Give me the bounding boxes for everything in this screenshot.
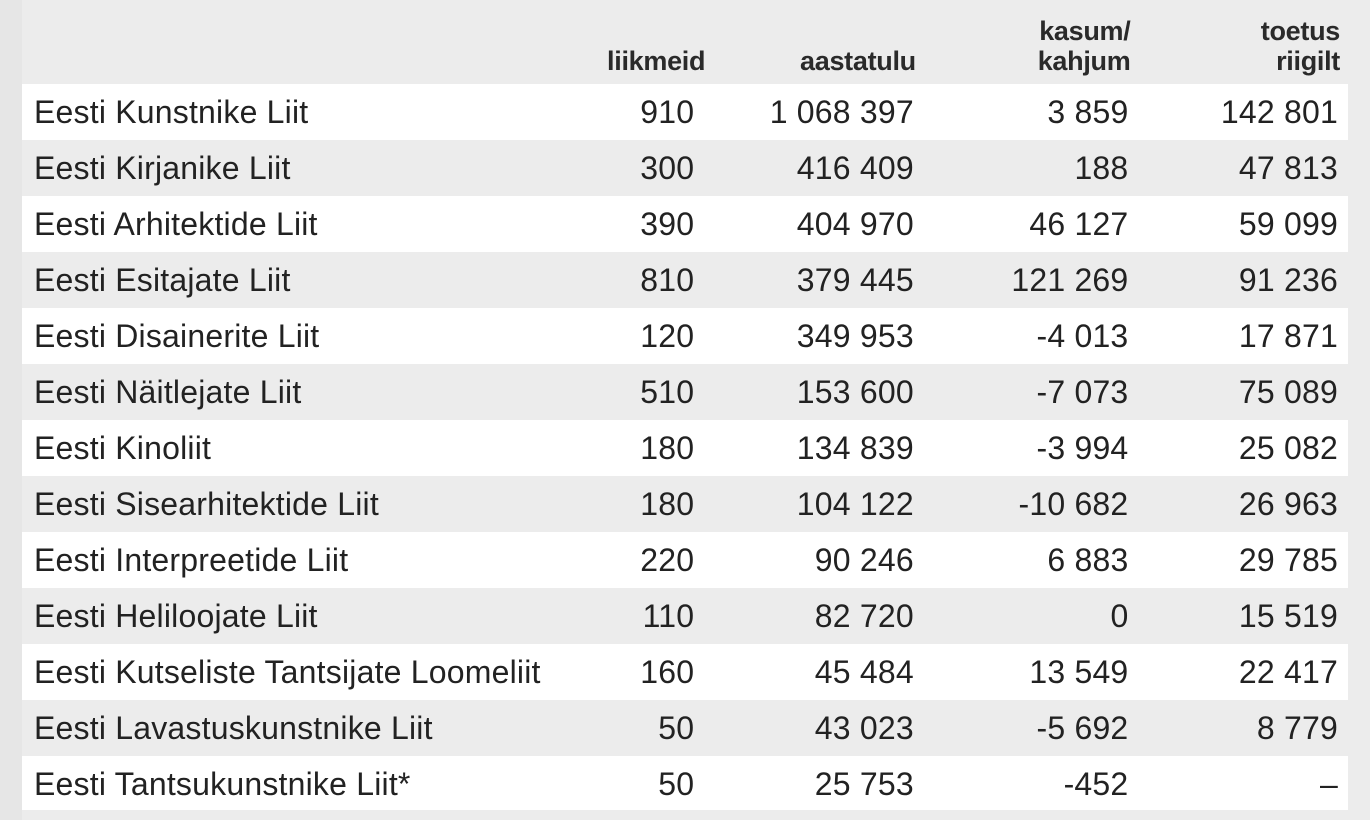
- left-margin: [0, 0, 22, 820]
- table-row: [22, 756, 1348, 812]
- table-row: [22, 420, 1348, 476]
- bottom-strip: [22, 810, 1348, 820]
- cell-name: Eesti Tantsukunstnike Liit*: [34, 766, 411, 802]
- table-row: [22, 252, 1348, 308]
- cell-name: Eesti Kunstnike Liit: [34, 94, 309, 130]
- header-support-line1: toetus: [1260, 16, 1340, 46]
- cell-support: –: [1320, 766, 1338, 802]
- cell-support: 8 779: [1256, 710, 1338, 746]
- cell-name: Eesti Näitlejate Liit: [34, 374, 302, 410]
- table-row: [22, 308, 1348, 364]
- header-profit: [924, 0, 1139, 84]
- cell-profit: 121 269: [1011, 262, 1129, 298]
- cell-support: 22 417: [1238, 654, 1338, 690]
- cell-name: Eesti Arhitektide Liit: [34, 206, 318, 242]
- cell-income: 379 445: [796, 262, 914, 298]
- cell-members: 220: [640, 542, 695, 578]
- cell-profit: 188: [1074, 150, 1129, 186]
- cell-support: 91 236: [1238, 262, 1338, 298]
- cell-support: 17 871: [1238, 318, 1338, 354]
- cell-income: 134 839: [796, 430, 914, 466]
- cell-name: Eesti Lavastuskunstnike Liit: [34, 710, 433, 746]
- cell-members: 120: [640, 318, 695, 354]
- table-row: [22, 700, 1348, 756]
- cell-support: 142 801: [1220, 94, 1338, 130]
- cell-members: 510: [640, 374, 695, 410]
- header-profit-line2: kahjum: [1037, 46, 1131, 76]
- table-body: [22, 84, 1348, 812]
- cell-income: 416 409: [796, 150, 914, 186]
- cell-members: 180: [640, 486, 695, 522]
- cell-profit: 0: [1110, 598, 1129, 634]
- cell-profit: 46 127: [1029, 206, 1129, 242]
- header-support-line2: riigilt: [1276, 46, 1340, 76]
- cell-name: Eesti Disainerite Liit: [34, 318, 320, 354]
- cell-support: 47 813: [1238, 150, 1338, 186]
- cell-income: 90 246: [814, 542, 914, 578]
- table-row: [22, 84, 1348, 140]
- cell-income: 153 600: [796, 374, 914, 410]
- statistics-table: [22, 0, 1348, 812]
- table-row: [22, 196, 1348, 252]
- cell-name: Eesti Kirjanike Liit: [34, 150, 291, 186]
- cell-members: 390: [640, 206, 695, 242]
- table-header: [22, 0, 1348, 84]
- table-row: [22, 140, 1348, 196]
- cell-support: 15 519: [1238, 598, 1338, 634]
- cell-members: 180: [640, 430, 695, 466]
- cell-profit: -3 994: [1036, 430, 1129, 466]
- header-members: liikmeid: [607, 46, 706, 76]
- cell-name: Eesti Heliloojate Liit: [34, 598, 318, 634]
- cell-profit: -4 013: [1036, 318, 1129, 354]
- cell-profit: -10 682: [1018, 486, 1129, 522]
- cell-income: 45 484: [814, 654, 914, 690]
- cell-name: Eesti Kutseliste Tantsijate Loomeliit: [34, 654, 541, 690]
- cell-name: Eesti Sisearhitektide Liit: [34, 486, 379, 522]
- table-row: [22, 476, 1348, 532]
- cell-support: 29 785: [1238, 542, 1338, 578]
- header-support: [1138, 0, 1348, 84]
- header-income: aastatulu: [800, 46, 916, 76]
- table-row: [22, 364, 1348, 420]
- cell-members: 50: [658, 710, 695, 746]
- cell-income: 349 953: [796, 318, 914, 354]
- cell-support: 59 099: [1238, 206, 1338, 242]
- cell-name: Eesti Kinoliit: [34, 430, 212, 466]
- header-name: [22, 0, 607, 84]
- cell-income: 104 122: [796, 486, 914, 522]
- cell-income: 82 720: [814, 598, 914, 634]
- cell-income: 1 068 397: [769, 94, 914, 130]
- cell-members: 110: [642, 598, 695, 634]
- cell-support: 75 089: [1238, 374, 1338, 410]
- cell-members: 300: [640, 150, 695, 186]
- cell-profit: -452: [1063, 766, 1129, 802]
- cell-income: 43 023: [814, 710, 914, 746]
- header-profit-line1: kasum/: [1039, 16, 1131, 46]
- cell-profit: 6 883: [1047, 542, 1129, 578]
- table-row: [22, 588, 1348, 644]
- cell-support: 25 082: [1238, 430, 1338, 466]
- cell-income: 25 753: [814, 766, 914, 802]
- cell-name: Eesti Esitajate Liit: [34, 262, 291, 298]
- cell-members: 160: [640, 654, 695, 690]
- cell-income: 404 970: [796, 206, 914, 242]
- cell-profit: 13 549: [1029, 654, 1129, 690]
- cell-members: 50: [658, 766, 695, 802]
- cell-members: 810: [640, 262, 695, 298]
- cell-members: 910: [640, 94, 695, 130]
- cell-profit: 3 859: [1047, 94, 1129, 130]
- table-row: [22, 532, 1348, 588]
- cell-support: 26 963: [1238, 486, 1338, 522]
- cell-name: Eesti Interpreetide Liit: [34, 542, 349, 578]
- cell-profit: -7 073: [1036, 374, 1129, 410]
- cell-profit: -5 692: [1036, 710, 1129, 746]
- table-row: [22, 644, 1348, 700]
